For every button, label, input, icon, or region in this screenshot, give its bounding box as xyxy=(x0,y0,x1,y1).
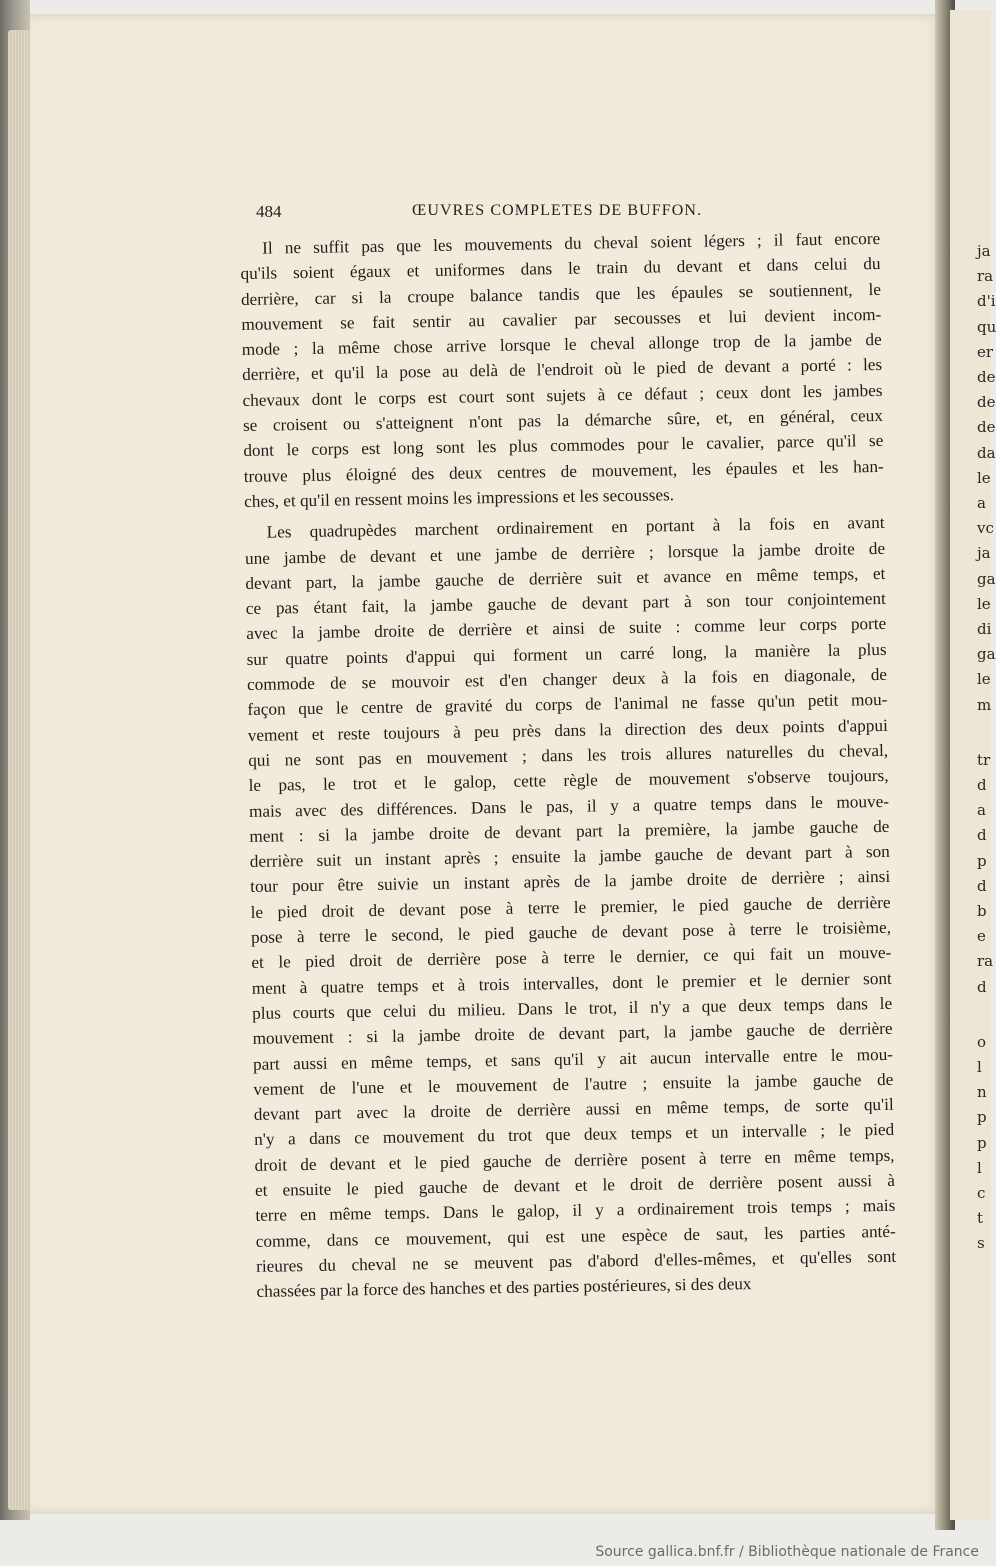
text-line: n'y a dans ce mouvement du trot que deux temps et un intervalle ; le pied xyxy=(254,1120,895,1150)
text-line: vement et reste toujours à peu près dans la direction des deux points d'appui xyxy=(247,715,888,745)
facing-page-fragment: tr xyxy=(977,750,991,769)
text-line: mode ; la même chose arrive lorsque le cheval allonge trop de la jambe de xyxy=(241,330,882,360)
text-line: chevaux dont le corps est court sont sujets à ce défaut ; ceux dont les jambes xyxy=(242,380,883,410)
facing-page-fragment: l xyxy=(977,1158,982,1177)
facing-page-fragment: vc xyxy=(977,519,994,538)
facing-page-fragment: de xyxy=(977,418,996,437)
facing-page-fragment: ja xyxy=(977,242,991,260)
paragraph xyxy=(240,226,884,514)
running-title: ŒUVRES COMPLETES DE BUFFON. xyxy=(412,202,703,219)
facing-page-fragment: le xyxy=(977,594,991,613)
text-line: le pas, le trot et le galop, cette règle de mouvement s'observe toujours, xyxy=(248,766,889,796)
facing-page-fragment: d xyxy=(977,977,987,996)
text-line: rieures du cheval ne se meuvent pas d'abord d'elles-mêmes, et qu'elles sont xyxy=(256,1246,897,1276)
text-line: façon que le centre de gravité du corps de l'animal ne fasse qu'un petit mou- xyxy=(247,690,888,720)
facing-page-fragment: o xyxy=(977,1032,987,1051)
page-header xyxy=(0,202,991,226)
text-line: qui ne sont pas en mouvement ; dans les trois allures naturelles du cheval, xyxy=(248,740,889,770)
facing-page-fragment: de xyxy=(977,368,996,386)
text-line: pose à terre le second, le pied gauche de devant pose à terre le troisième, xyxy=(250,917,892,947)
facing-page-fragment: p xyxy=(977,1108,987,1127)
facing-page-fragment: a xyxy=(977,801,986,820)
text-line: mais avec des différences. Dans le pas, il y a quatre temps dans le mouve- xyxy=(248,791,890,821)
facing-page-fragment: le xyxy=(977,670,991,689)
text-line: mouvement : si la jambe droite de devant part, la jambe gauche de derrière xyxy=(252,1019,893,1049)
text-line: ment à quatre temps et à trois intervalles, dont le premier et le dernier sont xyxy=(251,968,892,998)
facing-page-fragment: b xyxy=(977,902,987,920)
source-attribution: Source gallica.bnf.fr / Bibliothèque nationale de France xyxy=(595,1544,979,1560)
text-line: droit de devant et le pied gauche de derrière posent à terre en même temps, xyxy=(254,1145,895,1175)
text-line: derrière, et qu'il la pose au delà de l'endroit où le pied de devant a porté : les xyxy=(242,355,883,385)
facing-page-fragment: m xyxy=(977,695,992,714)
facing-page-fragment: s xyxy=(977,1234,985,1253)
text-line: devant part avec la droite de derrière aussi en même temps, de sorte qu'il xyxy=(253,1094,894,1124)
text-line: chassées par la force des hanches et des parties postérieures, si des deux xyxy=(256,1274,752,1302)
text-line: ce pas étant fait, la jambe gauche de devant part à son tour conjointement xyxy=(245,589,886,619)
facing-page-fragment: d xyxy=(977,826,987,845)
text-line: Il ne suffit pas que les mouvements du cheval soient légers ; il faut encore xyxy=(262,228,881,258)
text-line: ment : si la jambe droite de devant part la première, la jambe gauche de xyxy=(249,816,890,846)
text-line: sur quatre points d'appui qui forment un carré long, la manière la plus xyxy=(246,639,887,669)
text-line: mouvement se fait sentir au cavalier par secousses et lui devient incom- xyxy=(241,304,882,334)
text-line: comme, dans ce mouvement, qui est une espèce de saut, les parties anté- xyxy=(255,1221,896,1251)
text-line: le pied droit de devant pose à terre le premier, le pied gauche de derrière xyxy=(250,892,891,922)
right-page-fragment xyxy=(950,10,996,1520)
text-line: plus courts que celui du milieu. Dans le trot, il n'y a que deux temps dans le xyxy=(252,993,893,1023)
facing-page-fragment: ga xyxy=(977,569,996,588)
text-line: dont le corps est long sont les plus commodes pour le cavalier, parce qu'il se xyxy=(243,431,884,461)
facing-page-fragment: t xyxy=(977,1209,984,1228)
facing-page-fragment: de xyxy=(977,393,996,412)
facing-page-fragment: ra xyxy=(977,952,994,971)
text-line: part aussi en même temps, et sans qu'il y ait aucun intervalle entre le mou- xyxy=(252,1044,894,1074)
facing-page-fragment: di xyxy=(977,620,992,638)
text-line: et le pied droit de derrière pose à terre le dernier, ce qui fait un mouve- xyxy=(251,943,892,973)
text-line: vement de l'une et le mouvement de l'autre ; ensuite la jambe gauche de xyxy=(253,1069,894,1099)
facing-page-fragment: er xyxy=(977,342,994,361)
facing-page-fragment: qu xyxy=(977,317,996,336)
text-line: trouve plus éloigné des deux centres de mouvement, les épaules et les han- xyxy=(243,456,884,486)
text-line: devant part, la jambe gauche de derrière suit et avance en même temps, et xyxy=(245,563,886,593)
facing-page-fragment: c xyxy=(977,1184,986,1202)
facing-page-fragment: a xyxy=(977,494,986,512)
facing-page-fragment: d'i xyxy=(977,292,996,311)
facing-page-fragment: l xyxy=(977,1058,982,1076)
text-line: se croisent ou s'atteignent n'ont pas la démarche sûre, et, en général, ceux xyxy=(242,406,884,436)
facing-page-fragment: le xyxy=(977,468,991,487)
facing-page-fragment: p xyxy=(977,1133,987,1152)
facing-page-fragment: da xyxy=(977,443,996,462)
facing-page-fragment: e xyxy=(977,927,986,946)
text-line: derrière suit un instant après ; ensuite la jambe gauche de devant part à son xyxy=(249,841,890,872)
facing-page-fragment: ga xyxy=(977,645,996,664)
text-line: qu'ils soient égaux et uniformes dans le train du devant et dans celui du xyxy=(240,254,881,284)
text-line: terre en même temps. Dans le galop, il y a ordinairement trois temps ; mais xyxy=(255,1196,896,1226)
text-line: commode de se mouvoir est d'en changer deux à la fois en diagonale, de xyxy=(246,664,888,694)
text-line: Les quadrupèdes marchent ordinairement en portant à la fois en avant xyxy=(266,513,885,542)
text-line: derrière, car si la croupe balance tandis que les épaules se soutiennent, le xyxy=(240,279,882,309)
facing-page-fragment: ja xyxy=(977,544,991,563)
page-number: 484 xyxy=(256,202,282,221)
facing-page-fragment: d xyxy=(977,876,987,895)
paragraph xyxy=(244,510,896,1304)
text-line: une jambe de devant et une jambe de derrière ; lorsque la jambe droite de xyxy=(244,538,886,568)
body-text xyxy=(240,226,897,1304)
text-line: et ensuite le pied gauche de devant et le droit de derrière posent aussi à xyxy=(254,1170,896,1200)
facing-page-fragment: n xyxy=(977,1083,987,1102)
text-line: tour pour être suivie un instant après de la jambe droite de derrière ; ainsi xyxy=(250,867,891,897)
facing-page-fragment: d xyxy=(977,776,987,794)
text-line: ches, et qu'il en ressent moins les impressions et les secousses. xyxy=(244,485,675,511)
facing-page-fragment: ra xyxy=(977,267,994,286)
text-line: avec la jambe droite de derrière et ainsi de suite : comme leur corps porte xyxy=(246,614,887,644)
facing-page-fragment: p xyxy=(977,851,987,870)
